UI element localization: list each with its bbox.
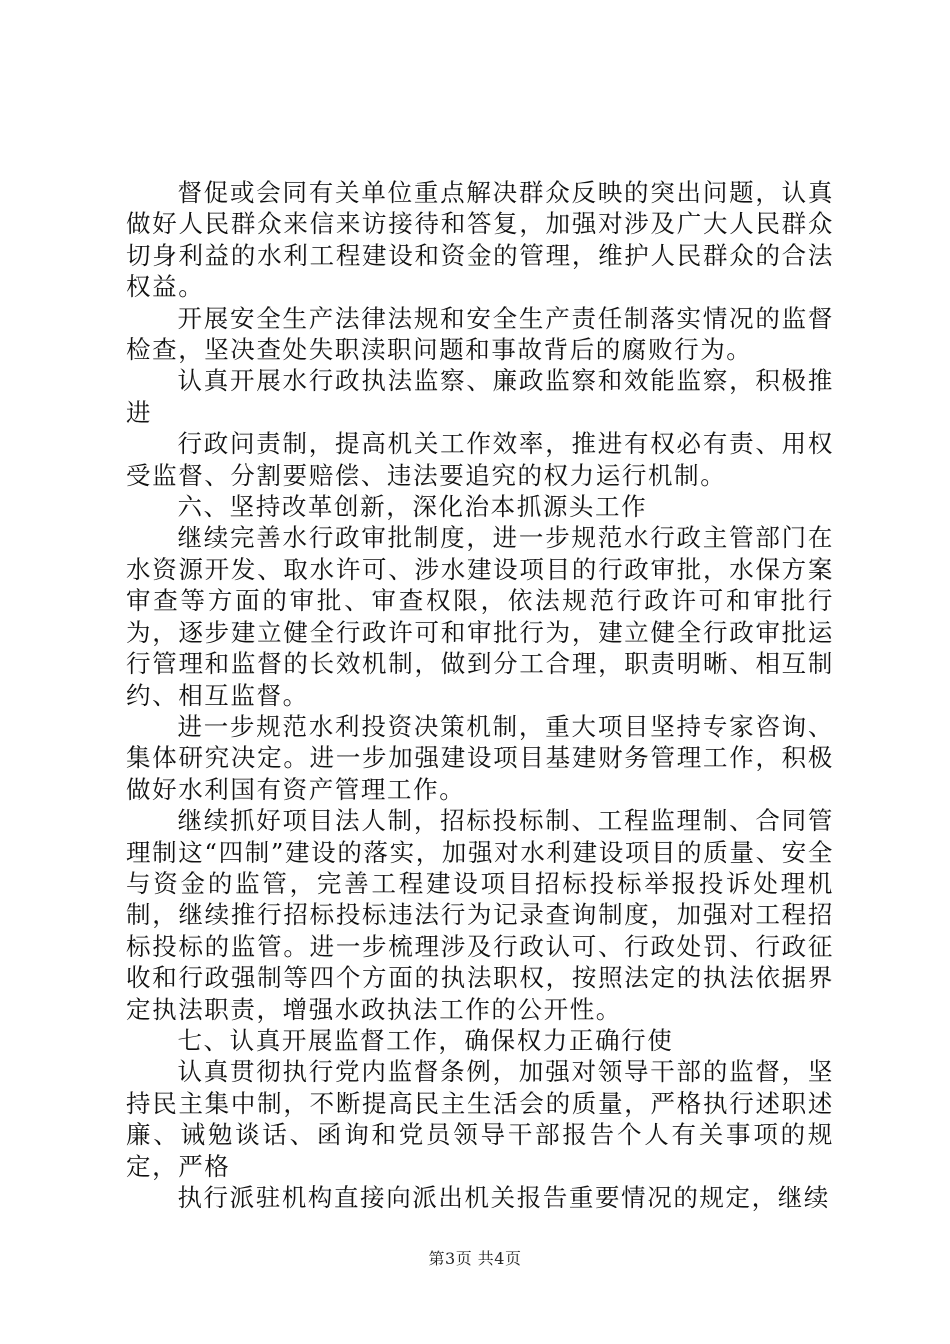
- paragraph: 执行派驻机构直接向派出机关报告重要情况的规定，继续: [177, 1183, 830, 1212]
- paragraph: 督促或会同有关单位重点解决群众反映的突出问题，认真做好人民群众来信来访接待和答复，加强对涉及广大人民群众切身利益的水利工程建设和资金的管理，维护人民群众的合法权益。: [126, 178, 834, 302]
- section-heading: 七、认真开展监督工作，确保权力正确行使: [177, 1025, 674, 1055]
- paragraph: 行政问责制，提高机关工作效率，推进有权必有责、用权受监督、分割要赔偿、违法要追究的权力运行机制。: [126, 429, 834, 490]
- paragraph: 认真贯彻执行党内监督条例，加强对领导干部的监督，坚持民主集中制，不断提高民主生活会的质量，严格执行述职述廉、诫勉谈话、函询和党员领导干部报告个人有关事项的规定，严格: [126, 1057, 834, 1181]
- document-body: [126, 177, 834, 1213]
- paragraph: 继续完善水行政审批制度，进一步规范水行政主管部门在水资源开发、取水许可、涉水建设项目的行政审批，水保方案审查等方面的审批、审查权限，依法规范行政许可和审批行为，逐步建立健全行政许可和审批行为，建立健全行政审批运行管理和监督的长效机制，做到分工合理，职责明晰、相互制约、相互监督。: [126, 523, 834, 710]
- paragraph: 继续抓好项目法人制，招标投标制、工程监理制、合同管理制这“四制”建设的落实，加强对水利建设项目的质量、安全与资金的监管，完善工程建设项目招标投标举报投诉处理机制，继续推行招标投标违法行为记录查询制度，加强对工程招标投标的监管。进一步梳理涉及行政认可、行政处罚、行政征收和行政强制等四个方面的执法职权，按照法定的执法依据界定执法职责，增强水政执法工作的公开性。: [126, 806, 834, 1024]
- page-number-footer: 第3页 共4页: [428, 1249, 522, 1268]
- paragraph: 开展安全生产法律法规和安全生产责任制落实情况的监督检查，坚决查处失职渎职问题和事故背后的腐败行为。: [126, 303, 834, 365]
- section-heading: 六、坚持改革创新，深化治本抓源头工作: [177, 492, 648, 522]
- paragraph: 认真开展水行政执法监察、廉政监察和效能监察，积极推进: [126, 366, 834, 427]
- paragraph: 进一步规范水利投资决策机制，重大项目坚持专家咨询、集体研究决定。进一步加强建设项目基建财务管理工作，积极做好水利国有资产管理工作。: [126, 711, 834, 804]
